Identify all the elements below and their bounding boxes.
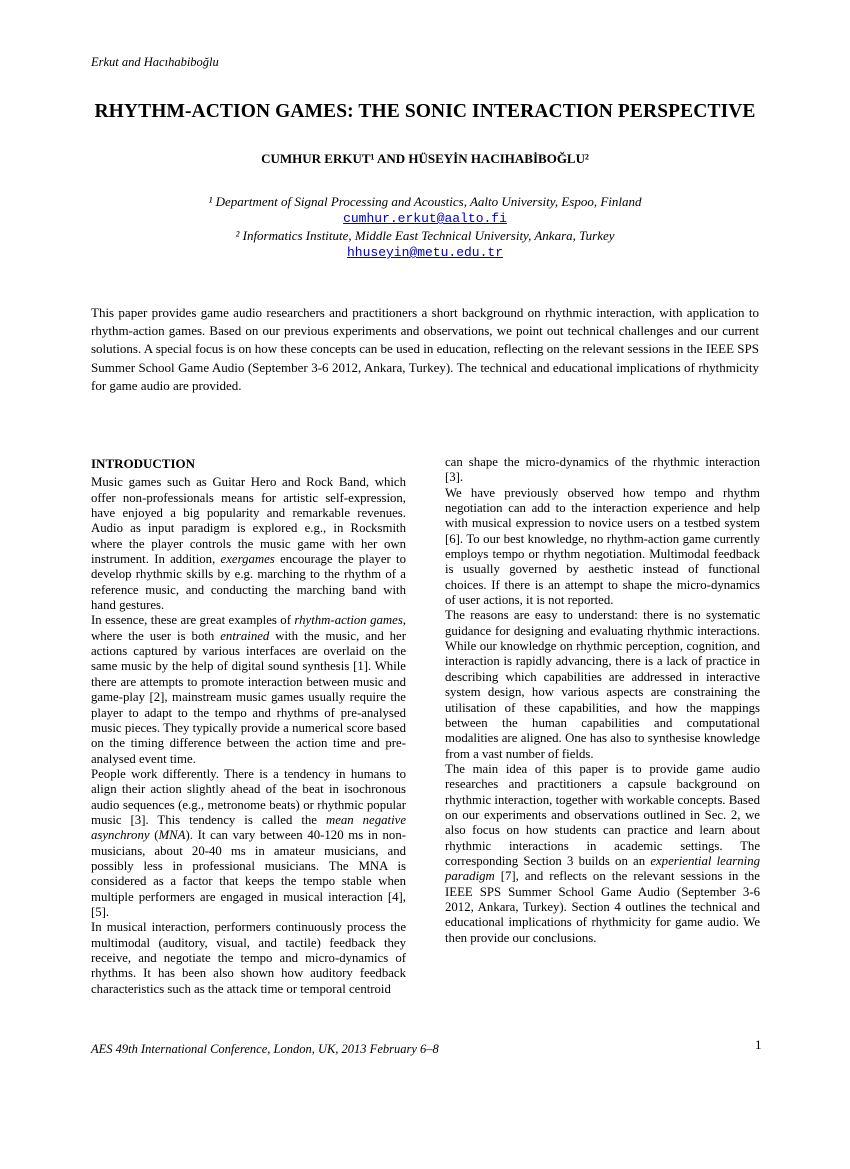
- paper-title: RHYTHM-ACTION GAMES: THE SONIC INTERACTION PERSPECTIVE: [94, 101, 756, 122]
- abstract: This paper provides game audio researchers and practitioners a short background on rhythmic interaction, with application to rhythm-action games. Based on our previous experiments and observations, we point out technical challenges and our current solutions. A special focus is on how these concepts can be used in education, reflecting on the relevant sessions in the IEEE SPS Summer School Game Audio (September 3-6 2012, Ankara, Turkey). The technical and educational implications of rhythmicity for game audio are provided.: [91, 305, 759, 393]
- author-list: CUMHUR ERKUT¹ AND HÜSEYİN HACIHABİBOĞLU²: [261, 151, 589, 166]
- paragraph-1: Music games such as Guitar Hero and Rock Band, which offer non-professionals means for artistic self-expression, have enjoyed a big popularity and remarkable revenues. Audio as input paradigm is explored e.g., in Rocksmith where the player controls the music game with her own instrument. In addition, exergames encourage the player to develop rhythmic skills by e.g. marching to the rhythm of a reference music, and conducting the marching band with hand gestures.: [91, 475, 406, 613]
- page-number: 1: [755, 1037, 762, 1052]
- affiliation-1: ¹ Department of Signal Processing and Acoustics, Aalto University, Espoo, Finland: [208, 194, 642, 209]
- running-head: Erkut and Hacıhabiboğlu: [91, 55, 219, 69]
- email-link-1[interactable]: cumhur.erkut@aalto.fi: [343, 211, 507, 226]
- email-link-2[interactable]: hhuseyin@metu.edu.tr: [346, 245, 504, 260]
- affiliations: [0, 194, 850, 262]
- affiliation-2: ² Informatics Institute, Middle East Technical University, Ankara, Turkey: [235, 228, 615, 243]
- paragraph-3: People work differently. There is a tendency in humans to align their action slightly ahead of the beat in isochronous audio sequences (e.g., metronome beats) or rhythmic popular music [3]. This tendency is called the mean negative asynchrony (MNA). It can vary between 40-120 ms in non-musicians, about 20-40 ms in amateur musicians, and possibly less in professional musicians. The MNA is considered as a factor that keeps the tempo stable when multiple performers are engaged in musical interaction [4], [5].: [91, 766, 406, 919]
- right-column: [445, 455, 760, 946]
- footer-conference: AES 49th International Conference, London, UK, 2013 February 6–8: [91, 1042, 439, 1056]
- paragraph-2: In essence, these are great examples of rhythm-action games, where the user is both entrained with the music, and her actions captured by various interfaces are overlaid on the same music by the help of digital sound synthesis [1]. While there are attempts to promote interaction between music and game-play [2], mainstream music games usually require the player to adapt to the tempo and rhythms of pre-analysed music pieces. They typically provide a numerical score based on the timing difference between the action time and pre-analysed event time.: [91, 613, 407, 766]
- left-column: [91, 455, 406, 997]
- paragraph-7: The main idea of this paper is to provide game audio researches and practitioners a capsule background on rhythmic interaction, together with workable concepts. Based on our experiments and observations outlined in Sec. 2, we also focus on how students can practice and learn about rhythmic interactions in academic settings. The corresponding Section 3 builds on an experiential learning paradigm [7], and reflects on the relevant sessions in the IEEE SPS Summer School Game Audio (September 3-6 2012, Ankara, Turkey). Section 4 outlines the technical and educational implications of rhythmicity for game audio. We then provide our conclusions.: [445, 761, 760, 945]
- paragraph-6: The reasons are easy to understand: there is no systematic guidance for designing and evaluating rhythmic interactions. While our knowledge on rhythmic perception, cognition, and interaction is rapidly advancing, there is a lack of practice in describing which capabilities are addressed in interactive system design, how various aspects are constraining the utilisation of these capabilities, and how the mappings between the human capabilities and computational modalities are aligned. One has also to synthesise knowledge from a vast number of fields.: [445, 608, 760, 761]
- paragraph-4-continued: can shape the micro-dynamics of the rhythmic interaction [3].: [445, 455, 760, 485]
- paragraph-4: In musical interaction, performers continuously process the multimodal (auditory, visual, and tactile) feedback they receive, and negotiate the tempo and micro-dynamics of rhythms. It has been also shown how auditory feedback characteristics such as the attack time or temporal centroid: [91, 920, 406, 996]
- section-heading-introduction: INTRODUCTION: [91, 456, 196, 471]
- paragraph-5: We have previously observed how tempo and rhythm negotiation can add to the interaction experience and help with musical expression to novice users on a testbed system [6]. To our best knowledge, no rhythm-action game currently employs tempo or rhythm negotiation. Multimodal feedback is usually governed by aesthetic instead of functional choices. If there is an attempt to shape the micro-dynamics of user actions, it is not reported.: [445, 485, 760, 608]
